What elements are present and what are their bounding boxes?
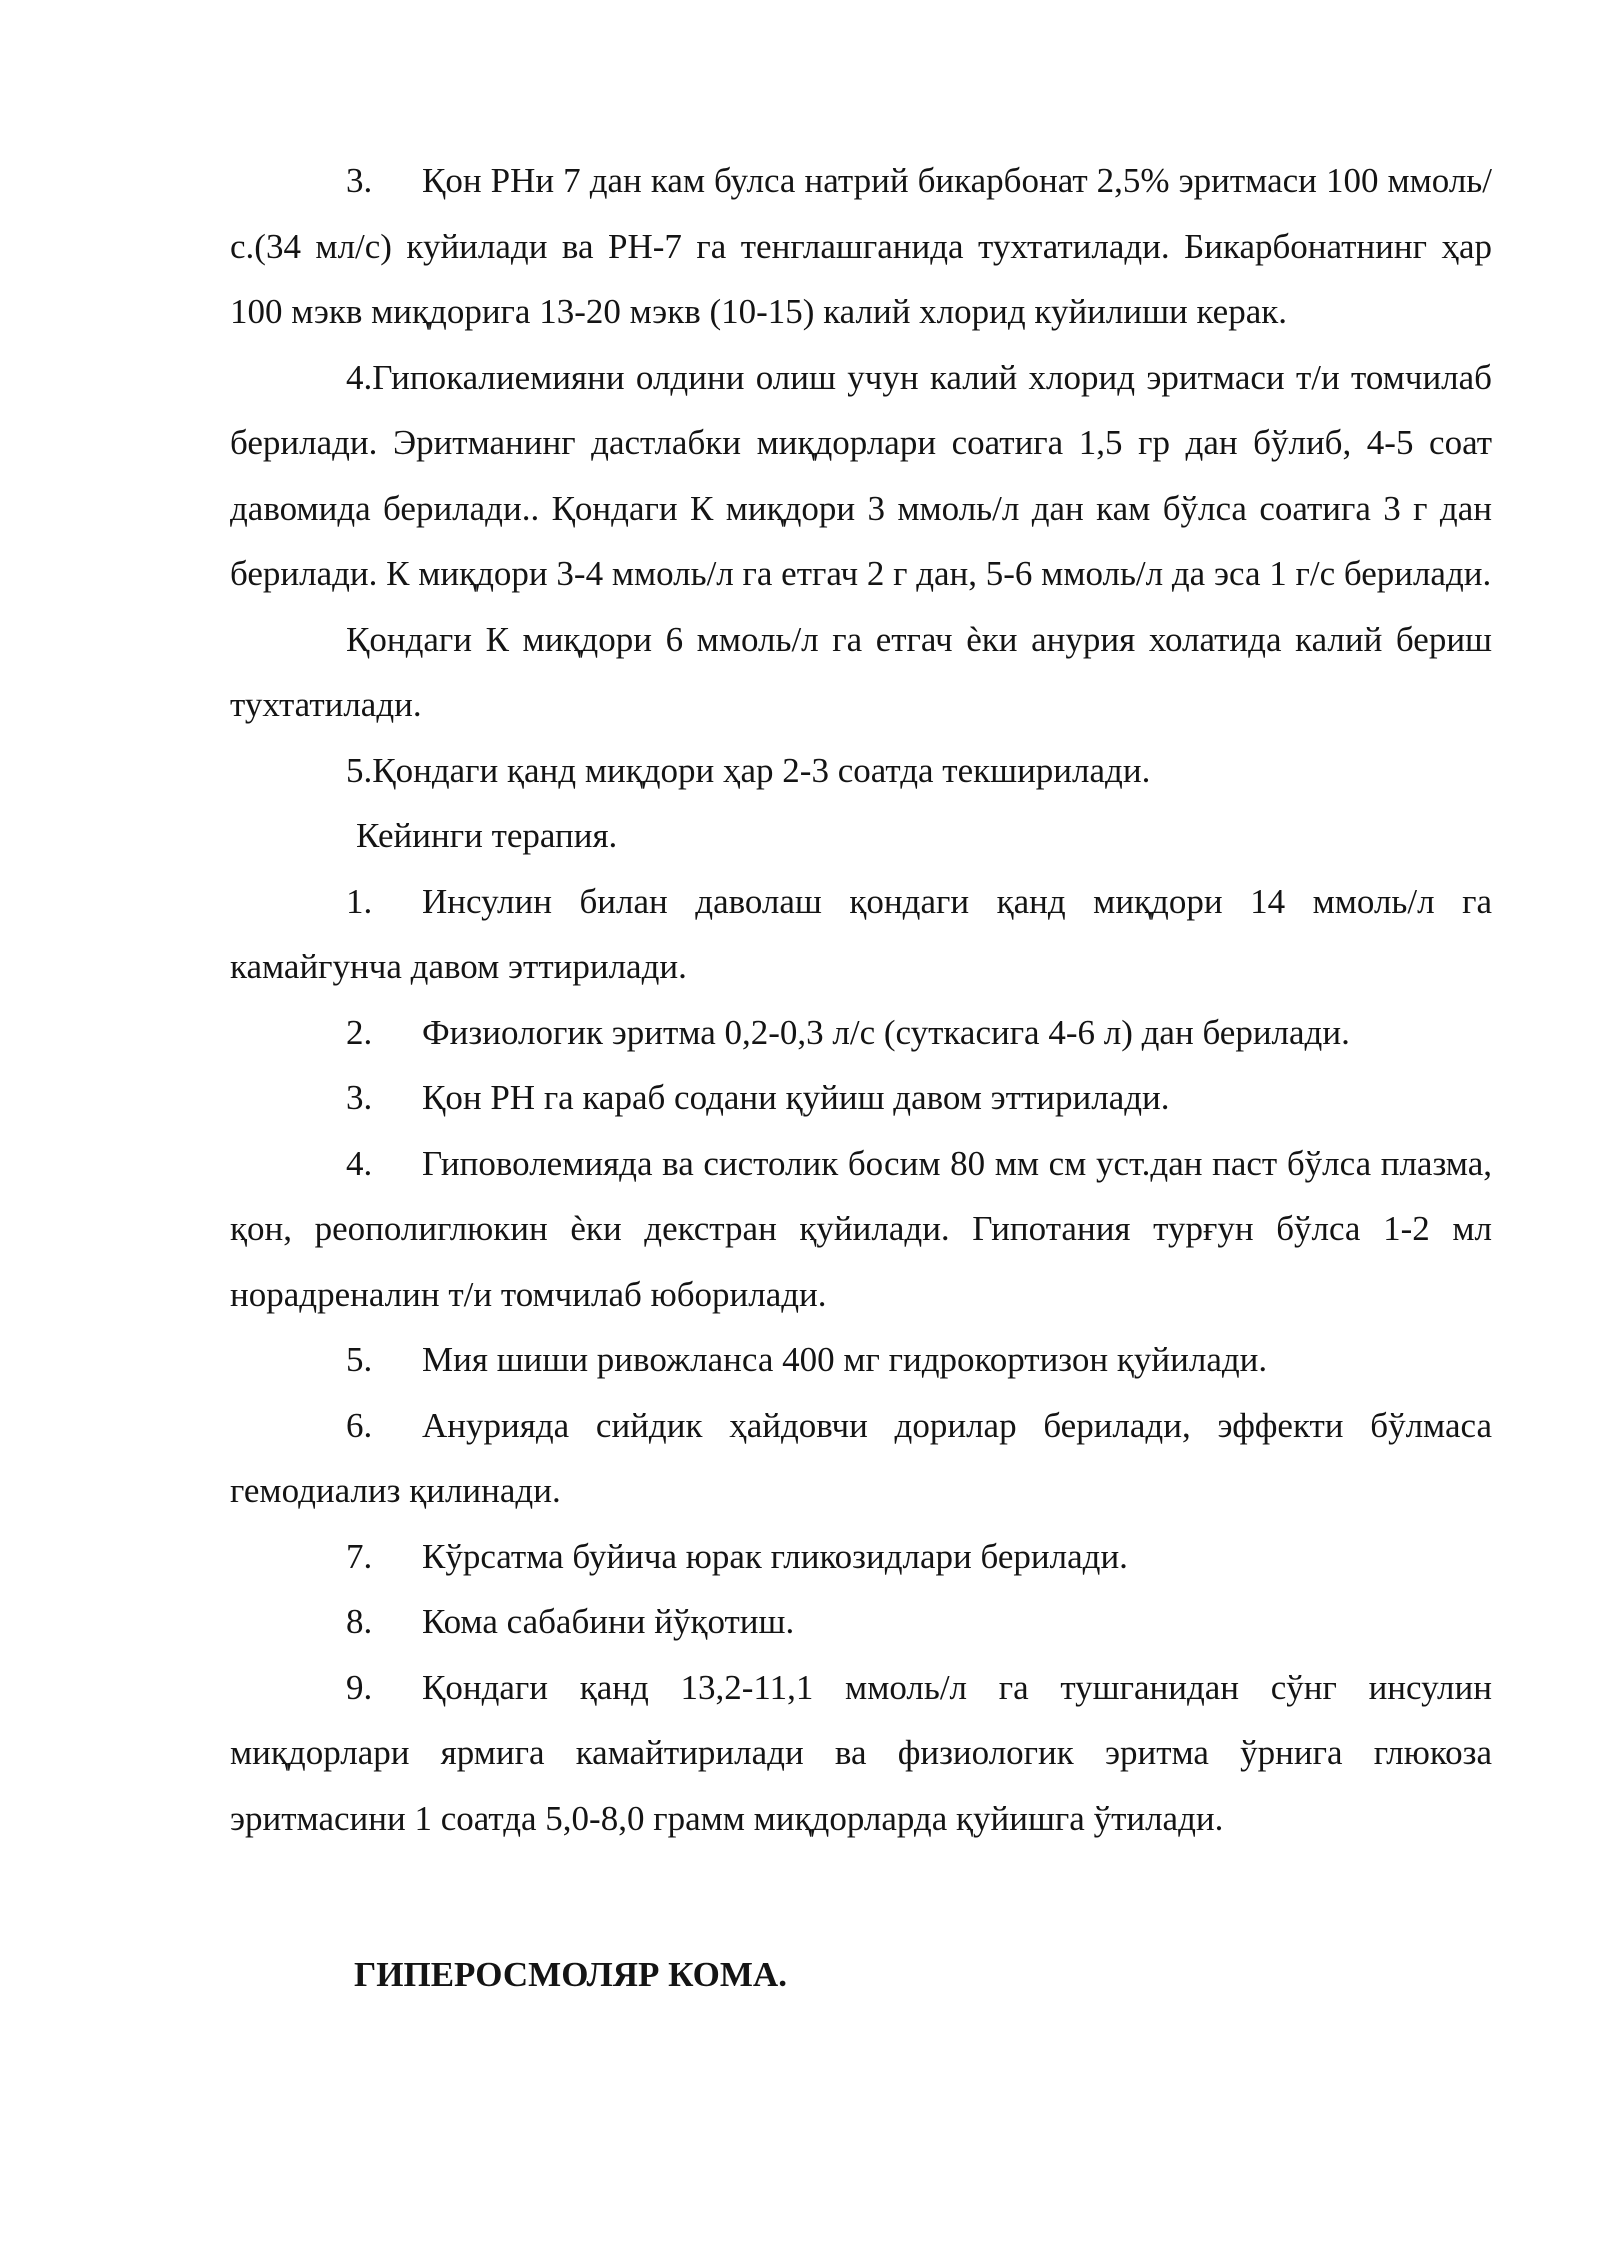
list-item-number: 5. xyxy=(346,1340,373,1379)
list-item-text: Қондаги қанд 13,2-11,1 ммоль/л га тушганидан сўнг инсулин миқдорлари ярмига камайтирилади ва физиологик эритма ўрнига глюкоза эритмасини 1 соатда 5,0-8,0 грамм миқдорларда қуйишга ўтилади. xyxy=(230,1667,1492,1838)
paragraph-number: 3. xyxy=(346,161,373,200)
list-item xyxy=(230,1524,1492,1590)
list-item-text: Инсулин билан даволаш қондаги қанд миқдори 14 ммоль/л га камайгунча давом эттирилади. xyxy=(230,881,1492,986)
list-item xyxy=(230,1327,1492,1393)
paragraph-potassium-stop: Қондаги К миқдори 6 ммоль/л га етгач èки анурия холатида калий бериш тухтатилади. xyxy=(230,619,1492,724)
list-item-number: 2. xyxy=(346,1012,373,1052)
list-item xyxy=(230,869,1492,1000)
list-item-number: 9. xyxy=(346,1667,373,1707)
document-page xyxy=(230,148,1492,2008)
list-item-number: 4. xyxy=(346,1143,373,1183)
list-item xyxy=(230,1065,1492,1131)
list-item-text: Кома сабабини йўқотиш. xyxy=(422,1602,795,1641)
list-item-text: Анурияда сийдик ҳайдовчи дорилар берилади, эффекти бўлмаса гемодиализ қилинади. xyxy=(230,1405,1492,1510)
paragraph-glucose-check: 5.Қондаги қанд миқдори ҳар 2-3 соатда текширилади. xyxy=(346,750,1151,790)
list-item-number: 8. xyxy=(346,1602,373,1641)
list-item-number: 1. xyxy=(346,881,373,921)
list-item-text: Мия шиши ривожланса 400 мг гидрокортизон қуйилади. xyxy=(422,1340,1268,1379)
list-item xyxy=(230,1655,1492,1852)
list-item-number: 3. xyxy=(346,1078,373,1117)
subheading-further-therapy: Кейинги терапия. xyxy=(356,816,618,855)
paragraph-hypokalemia: 4.Гипокалиемияни олдини олиш учун калий хлорид эритмаси т/и томчилаб берилади. Эритманинг дастлабки миқдорлари соатига 1,5 гр дан бўлиб, 4-5 соат давомида берилади.. Қондаги К миқдори 3 ммоль/л дан кам бўлса соатига 3 г дан берилади. К миқдори 3-4 ммоль/л га етгач 2 г дан, 5-6 ммоль/л да эса 1 г/с берилади. xyxy=(230,357,1492,593)
list-item-number: 6. xyxy=(346,1405,373,1445)
paragraph-text: Қон РНи 7 дан кам булса натрий бикарбонат 2,5% эритмаси 100 ммоль/с.(34 мл/с) куйилади ва РН-7 га тенглашганида тухтатилади. Бикарбонатнинг ҳар 100 мэкв миқдорига 13-20 мэкв (10-15) калий хлорид куйилиши керак. xyxy=(230,161,1492,331)
list-item xyxy=(230,1393,1492,1524)
list-item-text: Гиповолемияда ва систолик босим 80 мм см уст.дан паст бўлса плазма, қон, реополиглюкин èки декстран қуйилади. Гипотания турғун бўлса 1-2 мл норадреналин т/и томчилаб юборилади. xyxy=(230,1143,1492,1314)
list-item-text: Физиологик эритма 0,2-0,3 л/с (суткасига 4-6 л) дан берилади. xyxy=(422,1012,1350,1052)
list-item-text: Қон РН га караб содани қуйиш давом эттирилади. xyxy=(422,1078,1170,1117)
list-item xyxy=(230,1131,1492,1328)
paragraph-bicarbonate xyxy=(230,148,1492,345)
section-spacer xyxy=(230,1851,1492,1942)
list-item xyxy=(230,1000,1492,1066)
section-heading: ГИПЕРОСМОЛЯР КОМА. xyxy=(354,1955,787,1994)
list-item-number: 7. xyxy=(346,1536,373,1576)
list-item xyxy=(230,1589,1492,1655)
list-item-text: Кўрсатма буйича юрак гликозидлари берилади. xyxy=(422,1536,1128,1576)
